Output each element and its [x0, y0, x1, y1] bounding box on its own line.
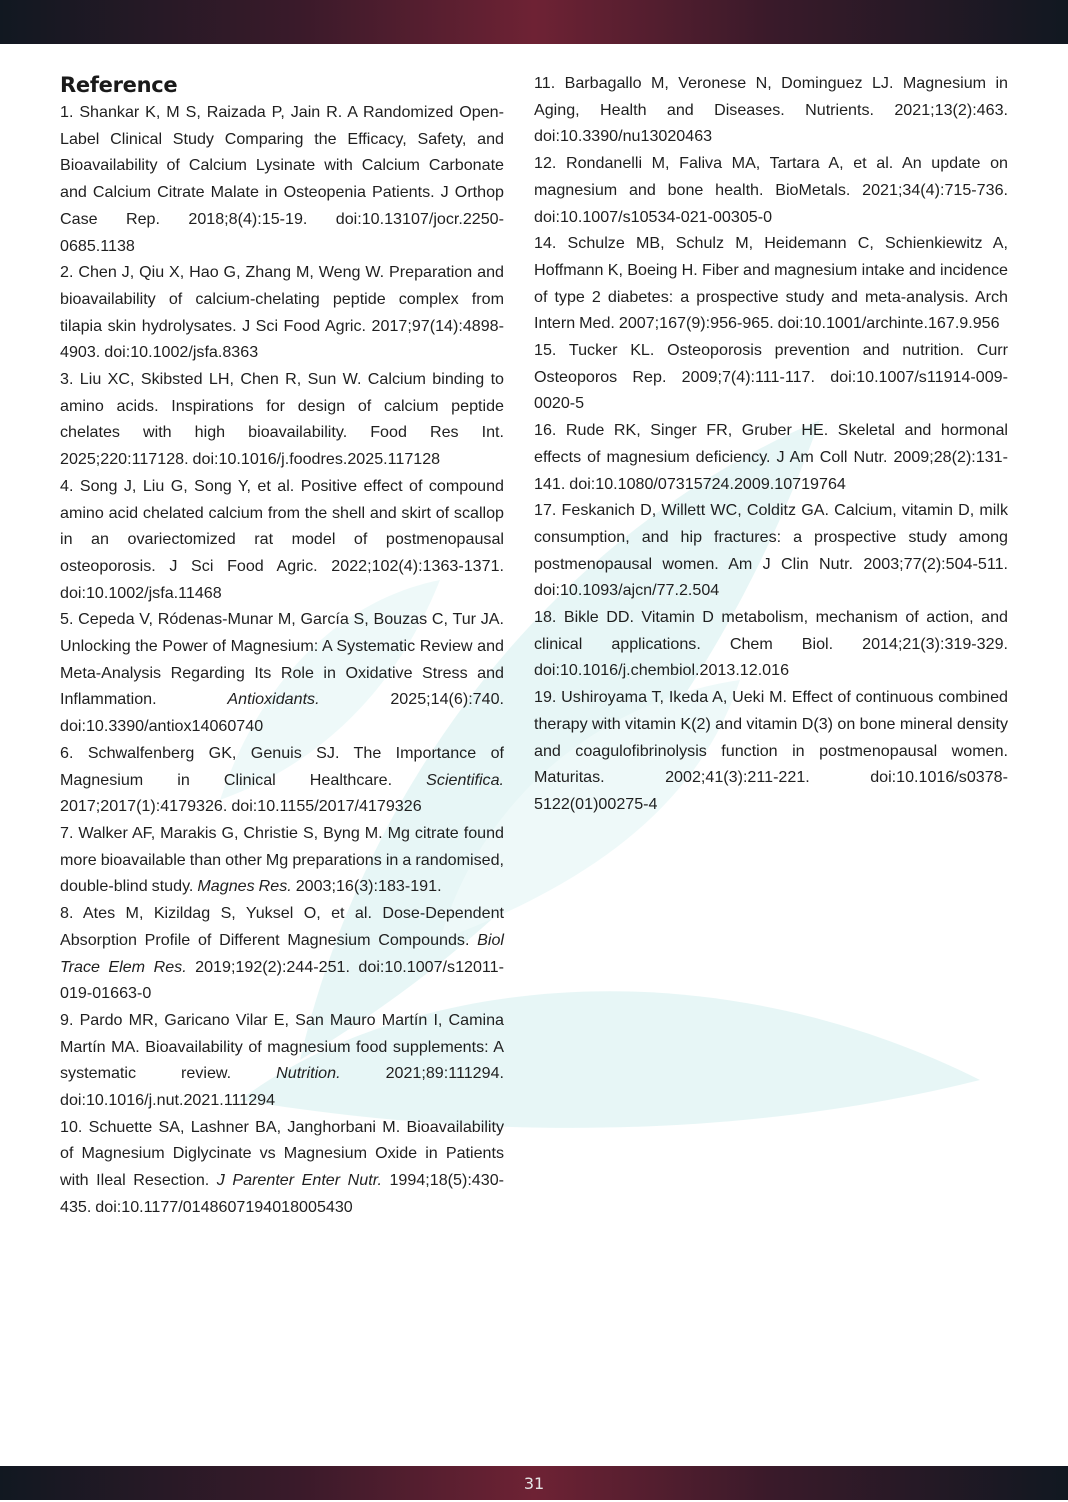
reference-entry — [534, 337, 1008, 417]
reference-text: 11. Barbagallo M, Veronese N, Dominguez LJ. Magnesium in Aging, Health and Diseases. Nutrients. 2021;13(2):463. doi:10.3390/nu13020463 — [534, 74, 1008, 146]
reference-text: 17. Feskanich D, Willett WC, Colditz GA. Calcium, vitamin D, milk consumption, and hip fractures: a prospective study among postmenopausal women. Am J Clin Nutr. 2003;77(2):504-511. doi:10.1093/ajcn/77.2.504 — [534, 501, 1008, 600]
header-band — [0, 0, 1068, 44]
reference-citation: 2017;2017(1):4179326. doi:10.1155/2017/4179326 — [60, 797, 422, 816]
reference-entry — [60, 740, 504, 820]
reference-citation: 2003;16(3):183-191. — [291, 877, 442, 896]
reference-list-left — [60, 99, 504, 1221]
reference-journal: Magnes Res. — [197, 877, 292, 896]
reference-text: 1. Shankar K, M S, Raizada P, Jain R. A Randomized Open-Label Clinical Study Comparing the Efficacy, Safety, and Bioavailability of Calcium Lysinate with Calcium Carbonate and Calcium Citrate Malate in Osteopenia Patients. J Orthop Case Rep. 2018;8(4):15-19. doi:10.13107/jocr.2250-0685.1138 — [60, 103, 504, 255]
reference-text: 15. Tucker KL. Osteoporosis prevention and nutrition. Curr Osteoporos Rep. 2009;7(4):111-117. doi:10.1007/s11914-009-0020-5 — [534, 341, 1008, 413]
reference-entry — [60, 259, 504, 366]
reference-text: 5. Cepeda V, Ródenas-Munar M, García S, Bouzas C, Tur JA. Unlocking the Power of Magnesium: A Systematic Review and Meta-Analysis Regarding Its Role in Oxidative Stress and Inflammation. — [60, 610, 504, 709]
reference-entry — [534, 230, 1008, 337]
reference-text: 18. Bikle DD. Vitamin D metabolism, mechanism of action, and clinical applications. Chem Biol. 2014;21(3):319-329. doi:10.1016/j.chembiol.2013.12.016 — [534, 608, 1008, 680]
reference-entry — [60, 99, 504, 259]
reference-entry — [534, 417, 1008, 497]
reference-text: 6. Schwalfenberg GK, Genuis SJ. The Importance of Magnesium in Clinical Healthcare. — [60, 743, 504, 789]
reference-entry — [60, 1114, 504, 1221]
reference-entry — [534, 604, 1008, 684]
reference-list-right — [534, 70, 1008, 818]
reference-text: 10. Schuette SA, Lashner BA, Janghorbani M. Bioavailability of Magnesium Diglycinate vs Magnesium Oxide in Patients with Ileal Resection. — [60, 1117, 504, 1190]
reference-text: 14. Schulze MB, Schulz M, Heidemann C, Schienkiewitz A, Hoffmann K, Boeing H. Fiber and magnesium intake and incidence of type 2 diabetes: a prospective study and meta-analysis. Arch Intern Med. 2007;167(9):956-965. doi:10.1001/archinte.167.9.956 — [534, 234, 1008, 333]
reference-entry — [534, 684, 1008, 818]
reference-citation: 2021;89:111294. doi:10.1016/j.nut.2021.111294 — [60, 1064, 504, 1110]
reference-text: 16. Rude RK, Singer FR, Gruber HE. Skeletal and hormonal effects of magnesium deficiency. J Am Coll Nutr. 2009;28(2):131-141. doi:10.1080/07315724.2009.10719764 — [534, 421, 1008, 493]
reference-text: 8. Ates M, Kizildag S, Yuksel O, et al. Dose-Dependent Absorption Profile of Different Magnesium Compounds. — [60, 904, 504, 949]
reference-entry — [60, 606, 504, 740]
reference-text: 7. Walker AF, Marakis G, Christie S, Byng M. Mg citrate found more bioavailable than other Mg preparations in a randomised, double-blind study. — [60, 823, 504, 896]
reference-text: 12. Rondanelli M, Faliva MA, Tartara A, et al. An update on magnesium and bone health. BioMetals. 2021;34(4):715-736. doi:10.1007/s10534-021-00305-0 — [534, 154, 1008, 226]
reference-journal: Biol Trace Elem Res. — [60, 930, 504, 976]
page-title: Reference — [60, 73, 178, 97]
reference-citation: 1994;18(5):430-435. doi:10.1177/0148607194018005430 — [60, 1171, 505, 1216]
reference-journal: Nutrition. — [276, 1064, 341, 1083]
reference-column-right — [534, 70, 1008, 818]
reference-text: 3. Liu XC, Skibsted LH, Chen R, Sun W. Calcium binding to amino acids. Inspirations for design of calcium peptide chelates with high bioavailability. Food Res Int. 2025;220:117128. doi:10.1016/j.foodres.2025.117128 — [60, 370, 504, 469]
reference-entry — [60, 820, 504, 900]
reference-text: 4. Song J, Liu G, Song Y, et al. Positive effect of compound amino acid chelated calcium from the shell and skirt of scallop in an ovariectomized rat model of postmenopausal osteoporosis. J Sci Food Agric. 2022;102(4):1363-1371. doi:10.1002/jsfa.11468 — [60, 476, 504, 602]
reference-entry — [60, 473, 504, 607]
reference-citation: 2025;14(6):740. doi:10.3390/antiox14060740 — [60, 690, 504, 736]
reference-text: 9. Pardo MR, Garicano Vilar E, San Mauro Martín I, Camina Martín MA. Bioavailability of magnesium food supplements: A systematic review. — [60, 1010, 504, 1083]
reference-text: 19. Ushiroyama T, Ikeda A, Ueki M. Effect of continuous combined therapy with vitamin K(2) and vitamin D(3) on bone mineral density and coagulofibrinolysis function in postmenopausal women. Maturitas. 2002;41(3):211-221. doi:10.1016/s0378-5122(01)00275-4 — [534, 688, 1008, 813]
reference-entry — [534, 70, 1008, 150]
reference-entry — [534, 497, 1008, 604]
reference-entry — [60, 366, 504, 473]
reference-column-left — [60, 70, 504, 1221]
reference-journal: Scientifica. — [426, 770, 504, 789]
reference-entry — [60, 900, 504, 1007]
reference-journal: J Parenter Enter Nutr. — [216, 1171, 382, 1190]
reference-text: 2. Chen J, Qiu X, Hao G, Zhang M, Weng W. Preparation and bioavailability of calcium-chelating peptide complex from tilapia skin hydrolysates. J Sci Food Agric. 2017;97(14):4898-4903. doi:10.1002/jsfa.8363 — [60, 263, 504, 362]
reference-entry — [60, 1007, 504, 1114]
page-number: 31 — [523, 1474, 545, 1493]
reference-journal: Antioxidants. — [227, 690, 320, 709]
reference-entry — [534, 150, 1008, 230]
reference-citation: 2019;192(2):244-251. doi:10.1007/s12011-019-01663-0 — [60, 957, 504, 1003]
